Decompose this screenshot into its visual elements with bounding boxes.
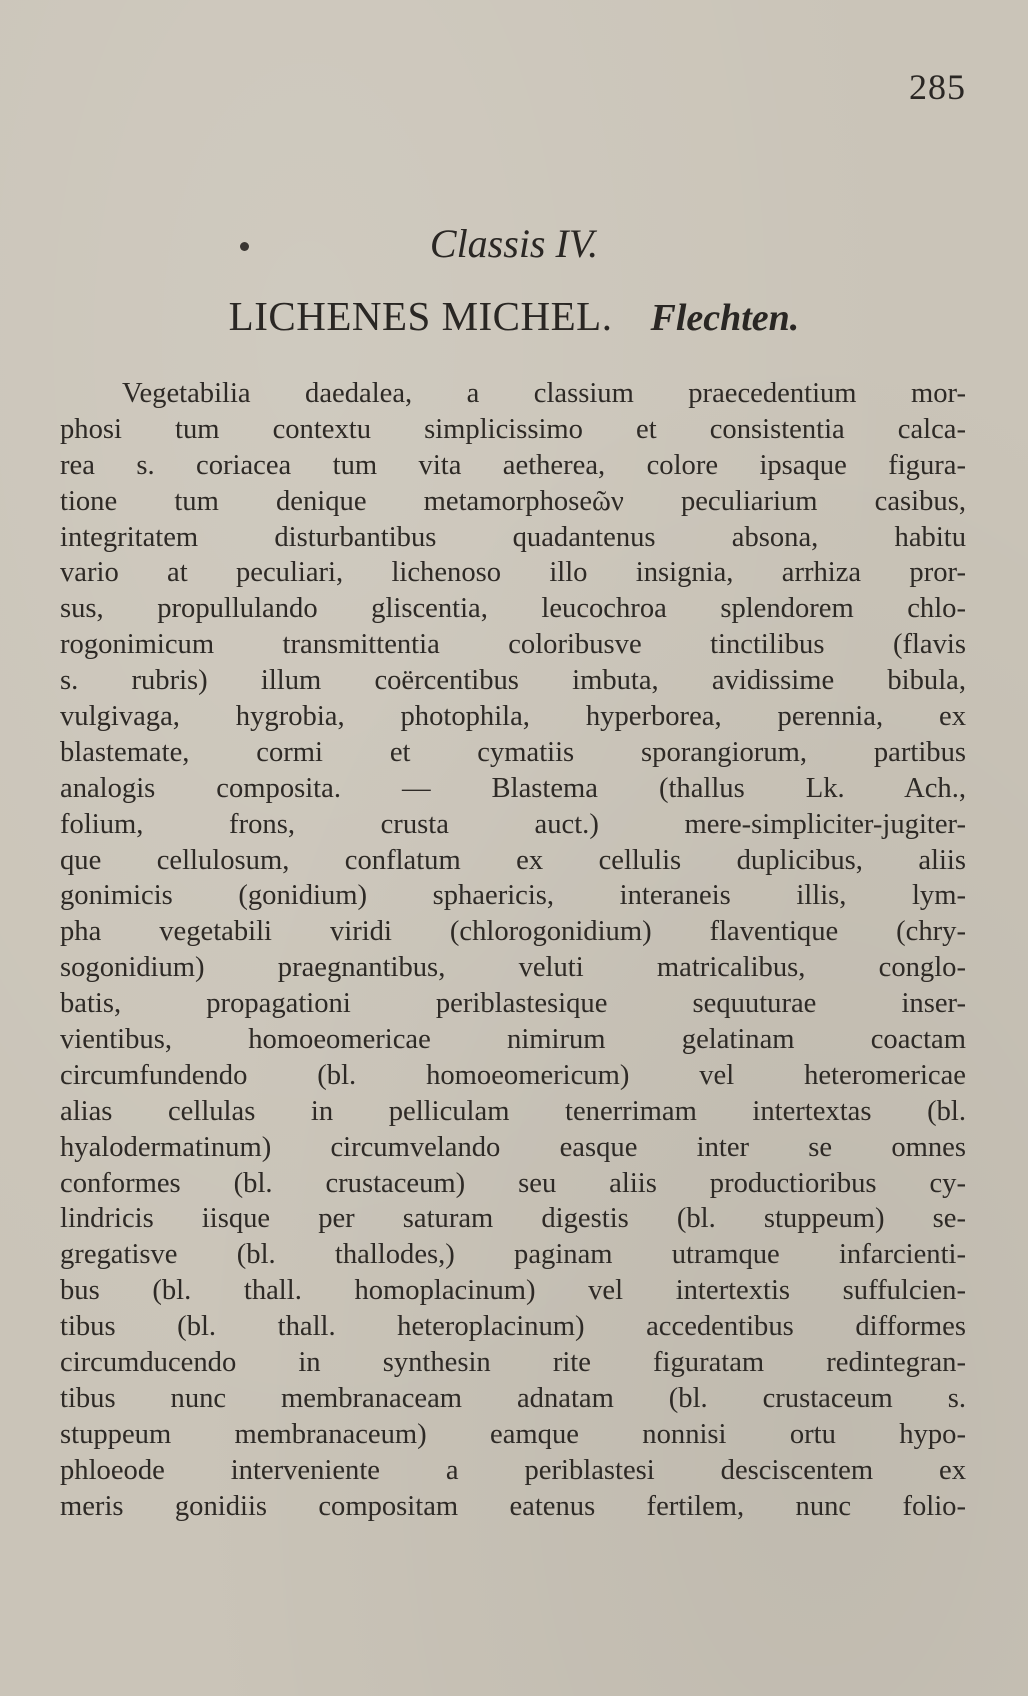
body-line: rogonimicum transmittentia coloribusve tinctilibus (flavis bbox=[60, 629, 966, 661]
body-line: vulgivaga, hygrobia, photophila, hyperborea, perennia, ex bbox=[60, 701, 966, 733]
body-line: phosi tum contextu simplicissimo et consistentia calca- bbox=[60, 413, 966, 445]
body-line: sus, propullulando gliscentia, leucochroa splendorem chlo- bbox=[60, 593, 966, 625]
section-title bbox=[0, 292, 1028, 340]
body-line: sogonidium) praegnantibus, veluti matricalibus, conglo- bbox=[60, 952, 966, 984]
body-line: rea s. coriacea tum vita aetherea, colore ipsaque figura- bbox=[60, 449, 966, 481]
body-line: vario at peculiari, lichenoso illo insignia, arrhiza pror- bbox=[60, 557, 966, 589]
body-line: meris gonidiis compositam eatenus fertilem, nunc folio- bbox=[60, 1490, 966, 1522]
body-paragraph bbox=[60, 376, 966, 1525]
body-line: folium, frons, crusta auct.) mere-simpliciter-jugiter- bbox=[60, 808, 966, 840]
body-line: bus (bl. thall. homoplacinum) vel intertextis suffulcien- bbox=[60, 1275, 966, 1307]
body-line: integritatem disturbantibus quadantenus absona, habitu bbox=[60, 521, 966, 553]
body-line: gonimicis (gonidium) sphaericis, interaneis illis, lym- bbox=[60, 880, 966, 912]
body-line: s. rubris) illum coërcentibus imbuta, avidissime bibula, bbox=[60, 665, 966, 697]
body-line: phloeode interveniente a periblastesi desciscentem ex bbox=[60, 1454, 966, 1486]
body-line: vientibus, homoeomericae nimirum gelatinam coactam bbox=[60, 1024, 966, 1056]
class-heading: Classis IV. bbox=[429, 221, 599, 266]
body-line: alias cellulas in pelliculam tenerrimam intertextas (bl. bbox=[60, 1095, 966, 1127]
body-line: conformes (bl. crustaceum) seu aliis productioribus cy- bbox=[60, 1167, 966, 1199]
body-line: batis, propagationi periblastesique sequuturae inser- bbox=[60, 988, 966, 1020]
body-line: pha vegetabili viridi (chlorogonidium) flaventique (chry- bbox=[60, 916, 966, 948]
body-line: que cellulosum, conflatum ex cellulis duplicibus, aliis bbox=[60, 844, 966, 876]
body-line: lindricis iisque per saturam digestis (bl. stuppeum) se- bbox=[60, 1203, 966, 1235]
body-line: stuppeum membranaceum) eamque nonnisi ortu hypo- bbox=[60, 1418, 966, 1450]
body-line: gregatisve (bl. thallodes,) paginam utramque infarcienti- bbox=[60, 1239, 966, 1271]
section-title-german: Flechten. bbox=[650, 297, 800, 339]
body-line: analogis composita. — Blastema (thallus Lk. Ach., bbox=[60, 772, 966, 804]
section-title-main: LICHENES MICHEL. bbox=[228, 293, 613, 339]
body-line: Vegetabilia daedalea, a classium praecedentium mor- bbox=[122, 378, 966, 409]
body-line: blastemate, cormi et cymatiis sporangiorum, partibus bbox=[60, 736, 966, 768]
body-line: circumducendo in synthesin rite figuratam redintegran- bbox=[60, 1347, 966, 1379]
body-line: circumfundendo (bl. homoeomericum) vel heteromericae bbox=[60, 1059, 966, 1091]
page-number: 285 bbox=[909, 67, 966, 107]
body-line: tibus nunc membranaceam adnatam (bl. crustaceum s. bbox=[60, 1382, 966, 1414]
body-line: tione tum denique metamorphoseῶν peculiarium casibus, bbox=[60, 485, 966, 517]
body-line: tibus (bl. thall. heteroplacinum) accedentibus difformes bbox=[60, 1311, 966, 1343]
body-line: hyalodermatinum) circumvelando easque inter se omnes bbox=[60, 1131, 966, 1163]
